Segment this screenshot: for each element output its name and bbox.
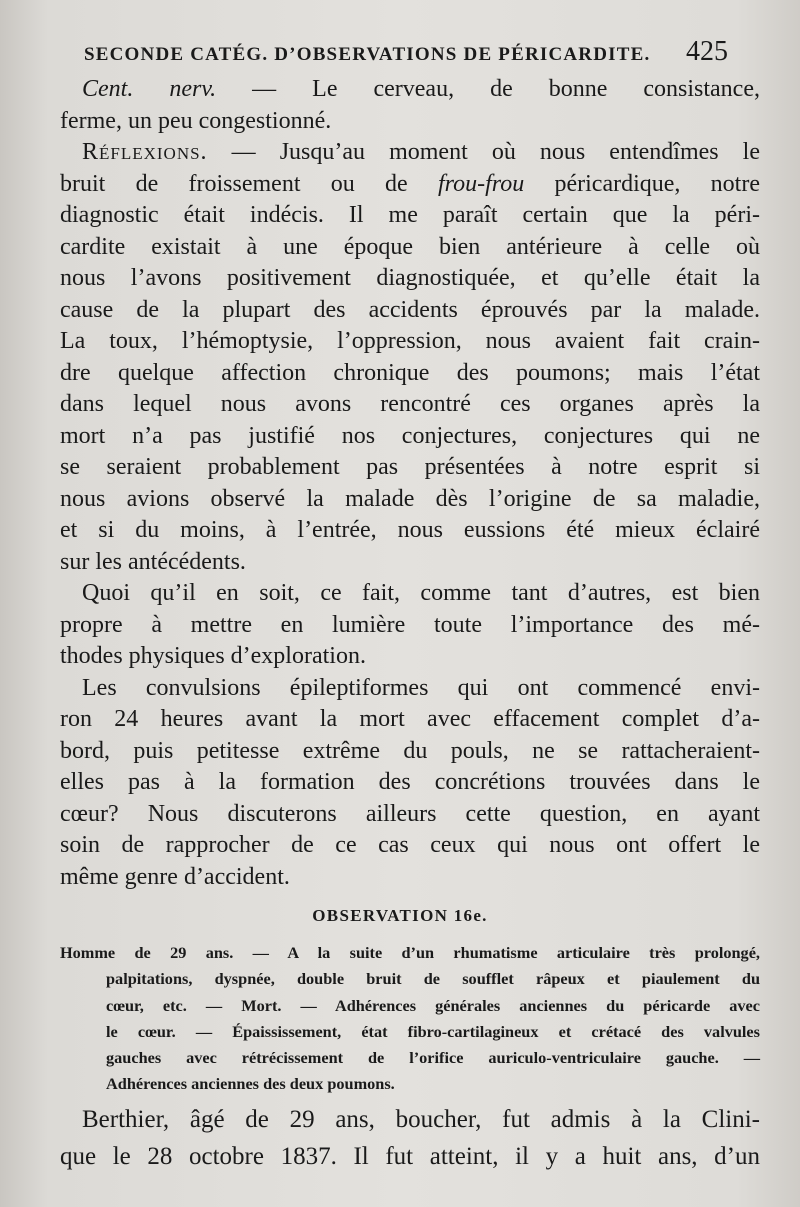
summary-line: Homme de 29 ans. — A la suite d’un rhumatisme articulaire très prolongé,	[60, 943, 760, 962]
text-line: même genre d’accident.	[60, 863, 290, 890]
running-head	[84, 36, 728, 72]
text-span: péricardique, notre	[524, 170, 760, 197]
text-line: bord, puis petitesse extrême du pouls, ne se rattacheraient-	[60, 737, 760, 764]
text-line	[60, 137, 760, 169]
text-line: cœur? Nous discuterons ailleurs cette question, en ayant	[60, 800, 760, 827]
closing-paragraph	[60, 1101, 760, 1175]
text-line: thodes physiques d’exploration.	[60, 643, 366, 669]
text-span: — Jusqu’au moment où nous entendîmes le	[207, 139, 760, 165]
text-line: La toux, l’hémoptysie, l’oppression, nous avaient fait crain-	[60, 328, 760, 354]
text-line: mort n’a pas justifié nos conjectures, conjectures qui ne	[60, 422, 760, 449]
text-line: nous avions observé la malade dès l’origine de sa maladie,	[60, 485, 760, 512]
text-span: — Le cerveau, de bonne consistance,	[216, 76, 760, 102]
observation-title: OBSERVATION 16e.	[312, 906, 488, 925]
section-label: Cent. nerv.	[82, 76, 217, 102]
summary-line: Adhérences anciennes des deux poumons.	[106, 1074, 395, 1094]
italic-term: frou-frou	[437, 170, 525, 197]
text-line: dans lequel nous avons rencontré ces organes après la	[60, 391, 760, 417]
text-line: elles pas à la formation des concrétions trouvées dans le	[60, 769, 760, 795]
text-line: et si du moins, à l’entrée, nous eussions été mieux éclairé	[60, 517, 760, 543]
text-line: cause de la plupart des accidents éprouvés par la malade.	[60, 296, 760, 323]
text-line: ferme, un peu congestionné.	[60, 107, 332, 134]
text-line: que le 28 octobre 1837. Il fut atteint, il y a huit ans, d’un	[60, 1143, 760, 1170]
text-line: sur les antécédents.	[60, 548, 246, 575]
text-line: diagnostic était indécis. Il me paraît certain que la péri-	[60, 202, 760, 228]
text-line: Les convulsions épileptiformes qui ont commencé envi-	[82, 674, 760, 701]
text-line	[60, 74, 760, 106]
page-number: 425	[686, 36, 728, 67]
text-line: soin de rapprocher de ce cas ceux qui nous ont offert le	[60, 832, 760, 858]
text-line: dre quelque affection chronique des poumons; mais l’état	[60, 359, 760, 386]
summary-line: le cœur. — Épaississement, état fibro-cartilagineux et crétacé des valvules	[106, 1021, 760, 1041]
observation-summary	[60, 940, 760, 1098]
summary-line: palpitations, dyspnée, double bruit de soufflet râpeux et piaulement du	[106, 969, 760, 989]
summary-line: cœur, etc. — Mort. — Adhérences générales anciennes du péricarde avec	[106, 995, 760, 1015]
summary-line: gauches avec rétrécissement de l’orifice auriculo-ventriculaire gauche. —	[106, 1048, 760, 1068]
text-line: se seraient probablement pas présentées à notre esprit si	[60, 454, 760, 480]
running-title: SECONDE CATÉG. D’OBSERVATIONS DE PÉRICARDITE.	[84, 44, 651, 65]
text-span: bruit de froissement ou de	[60, 170, 438, 197]
text-line: propre à mettre en lumière toute l’importance des mé-	[60, 611, 760, 638]
text-line: Berthier, âgé de 29 ans, boucher, fut admis à la Clini-	[82, 1106, 760, 1133]
text-line: Quoi qu’il en soit, ce fait, comme tant d’autres, est bien	[82, 580, 760, 606]
text-line: ron 24 heures avant la mort avec effacement complet d’a-	[60, 706, 760, 732]
body-text	[60, 74, 760, 893]
section-label: Réflexions.	[82, 139, 208, 165]
text-line: nous l’avons positivement diagnostiquée, et qu’elle était la	[60, 265, 760, 291]
text-line	[60, 169, 760, 201]
text-line: cardite existait à une époque bien antérieure à celle où	[60, 233, 760, 260]
